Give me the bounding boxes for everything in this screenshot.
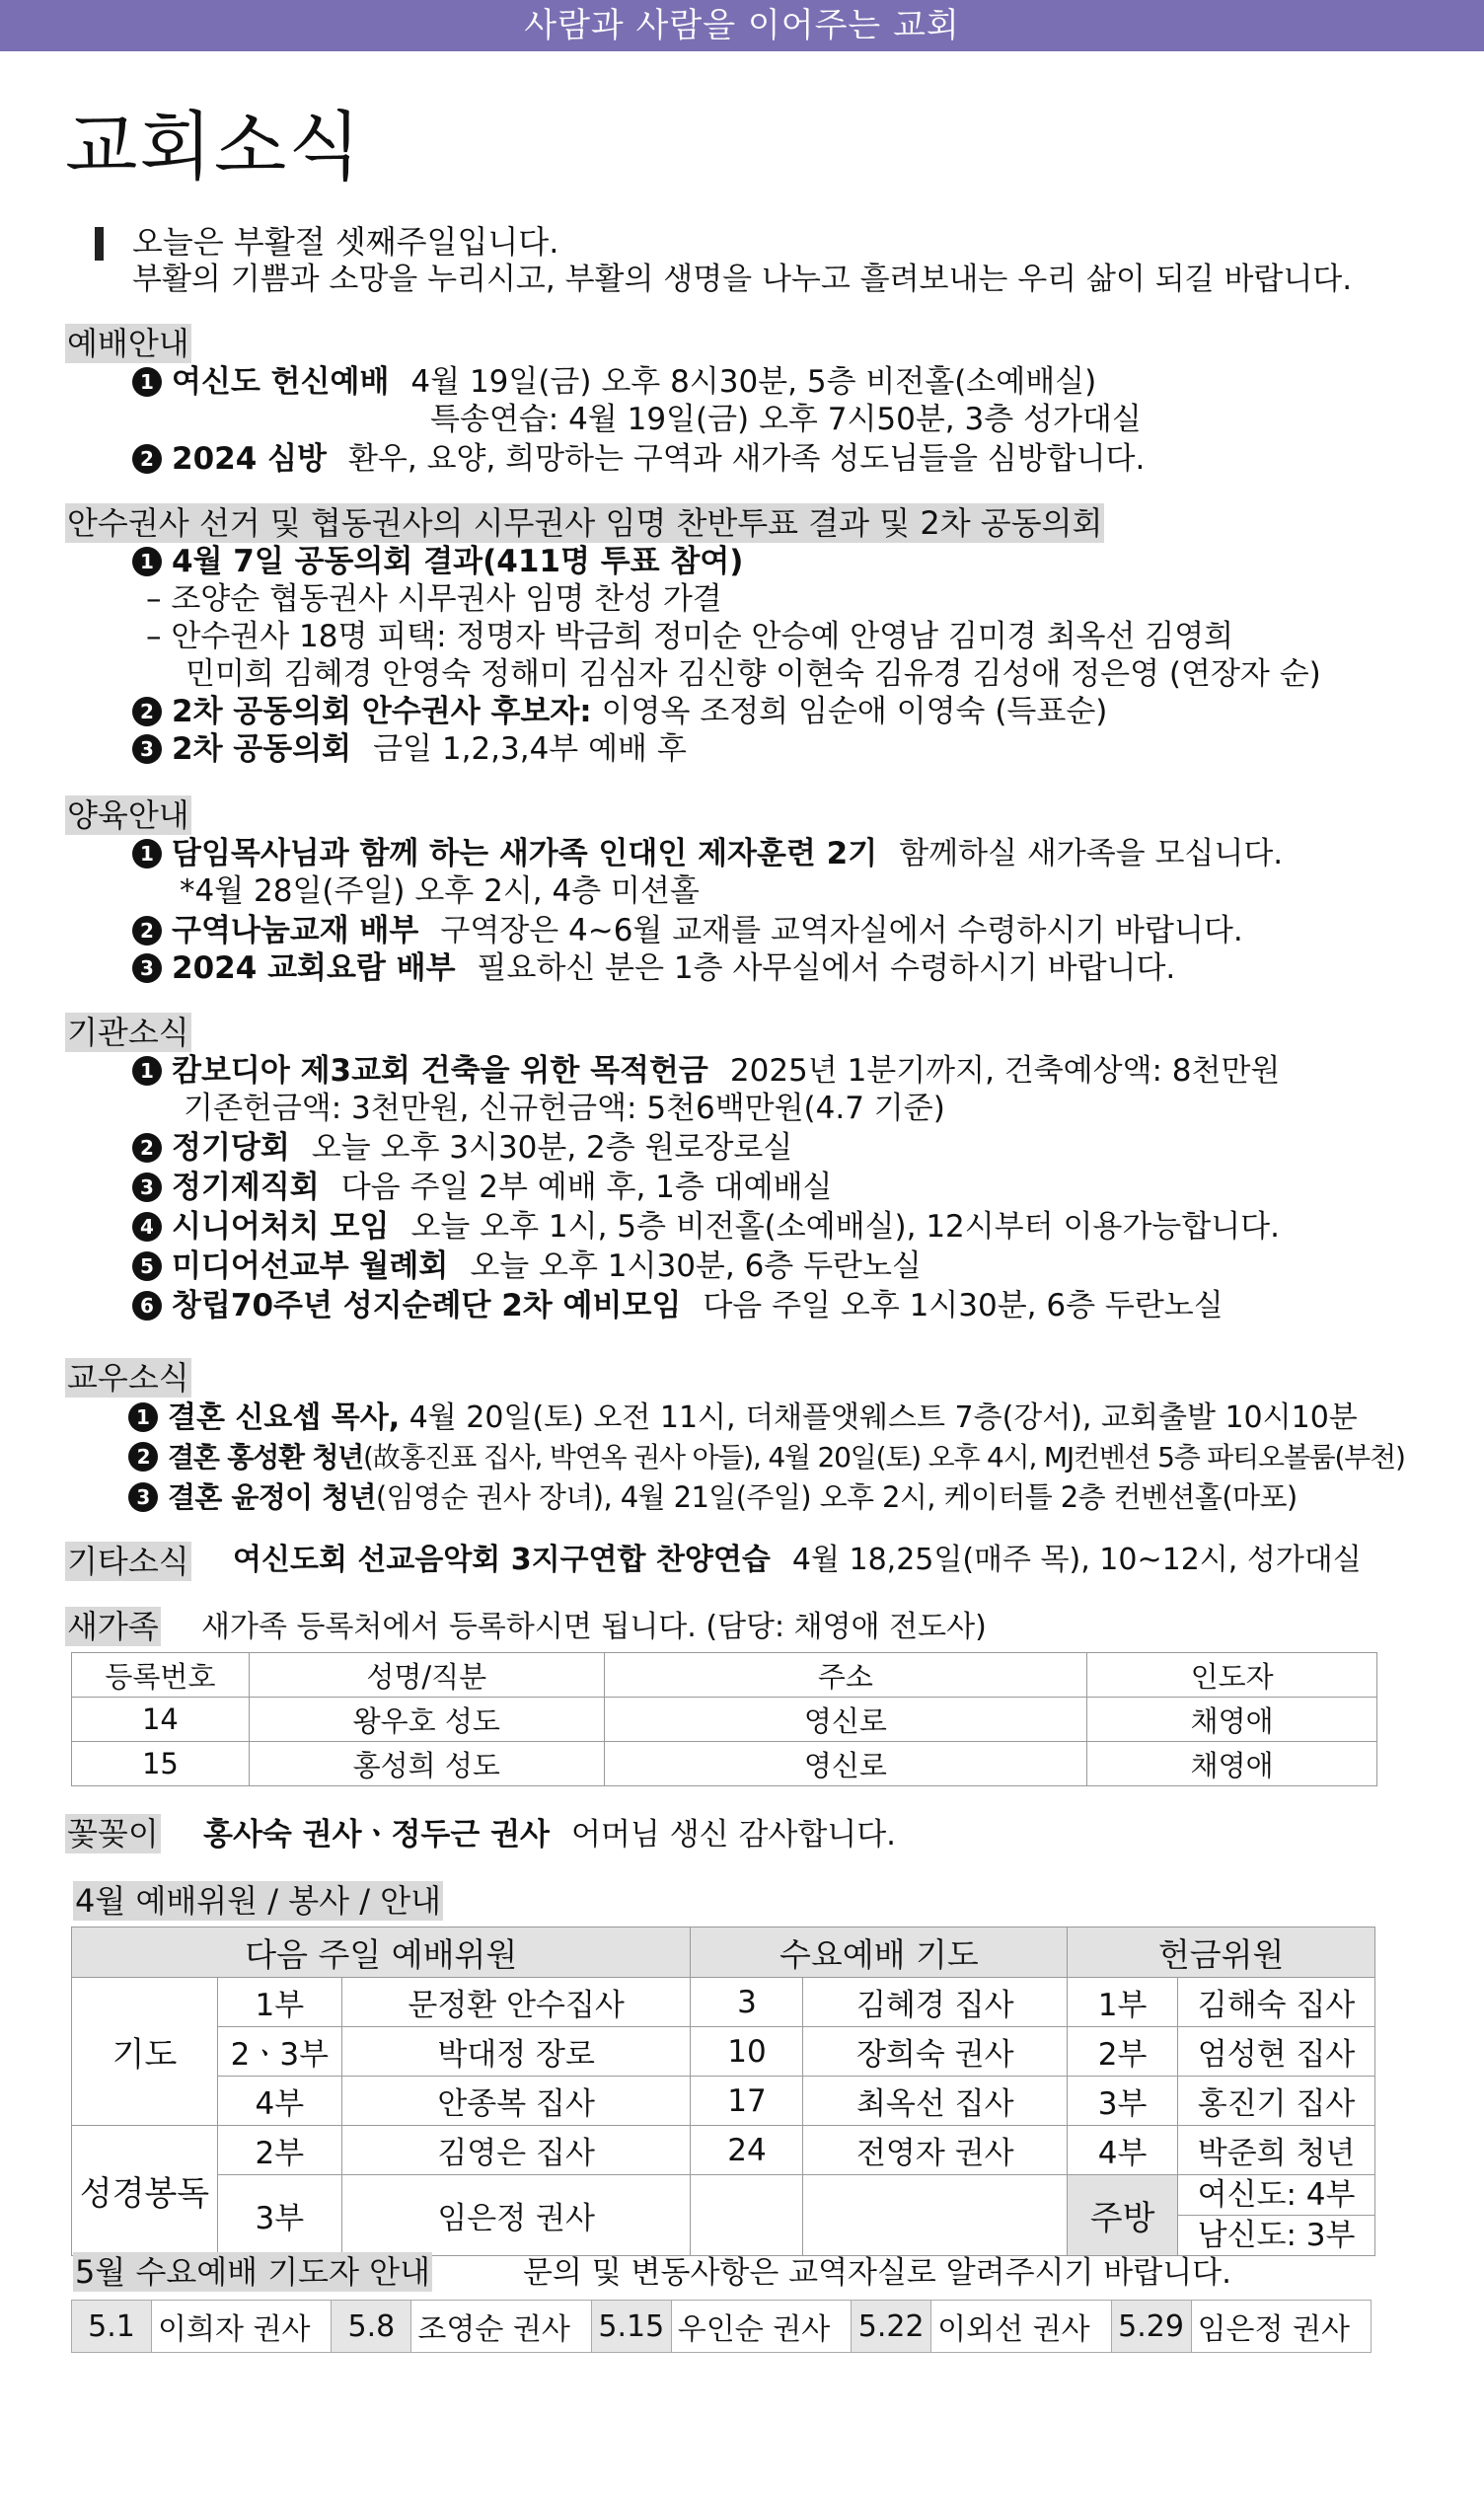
announcement-marker xyxy=(95,227,104,261)
institution-item-3 xyxy=(132,1169,832,1206)
institution-item-5-text: 오늘 오후 1시30분, 6층 두란노실 xyxy=(470,1248,922,1284)
institution-item-2 xyxy=(132,1129,792,1167)
kitchen-men: 남신도: 3부 xyxy=(1178,2215,1374,2255)
table-cell: 채영애 xyxy=(1087,1742,1377,1786)
worship-item-2 xyxy=(132,440,1145,478)
number-2-icon: 2 xyxy=(132,697,162,726)
table-cell: 영신로 xyxy=(604,1698,1087,1742)
number-2-icon: 2 xyxy=(132,1133,162,1163)
may-date: 5.29 xyxy=(1111,2301,1191,2353)
members-item-2-text: (故홍진표 집사, 박연옥 권사 아들), 4월 20일(토) 오후 4시, MJ컨벤션 5층 파티오볼룸(부천) xyxy=(363,1441,1405,1474)
members-item-2 xyxy=(128,1439,1405,1476)
roster-cell: 장희숙 권사 xyxy=(803,2027,1068,2077)
roster-label-bible: 성경봉독 xyxy=(72,2126,218,2256)
column-header: 등록번호 xyxy=(72,1653,250,1698)
may-date: 5.22 xyxy=(852,2301,931,2353)
roster-cell: 17 xyxy=(691,2077,803,2126)
roster-cell: 24 xyxy=(691,2126,803,2175)
election-item-2-title: 2차 공동의회 안수권사 후보자: xyxy=(172,694,592,729)
institution-item-6-text: 다음 주일 오후 1시30분, 6층 두란노실 xyxy=(703,1288,1224,1323)
number-2-icon: 2 xyxy=(132,916,162,945)
members-item-2-title: 결혼 홍성환 청년 xyxy=(168,1441,364,1474)
education-item-3-text: 필요하신 분은 1층 사무실에서 수령하시기 바랍니다. xyxy=(477,950,1176,986)
roster-cell: 김영은 집사 xyxy=(341,2126,691,2175)
election-dash-1: – 조양순 협동권사 시무권사 임명 찬성 가결 xyxy=(146,581,722,617)
section-members-heading: 교우소식 xyxy=(67,1359,189,1397)
election-item-3-text: 금일 1,2,3,4부 예배 후 xyxy=(373,731,687,767)
may-date: 5.15 xyxy=(591,2301,671,2353)
roster-cell: 3부 xyxy=(1068,2077,1178,2126)
number-1-icon: 1 xyxy=(132,839,162,869)
section-may-heading: 5월 수요예배 기도자 안내 xyxy=(75,2253,430,2291)
institution-item-6-title: 창립70주년 성지순례단 2차 예비모임 xyxy=(172,1288,682,1323)
roster-cell: 2부 xyxy=(1068,2027,1178,2077)
roster-cell: 홍진기 집사 xyxy=(1178,2077,1375,2126)
roster-header-offering: 헌금위원 xyxy=(1068,1928,1375,1978)
number-4-icon: 4 xyxy=(132,1212,162,1242)
section-etc-heading: 기타소식 xyxy=(67,1543,189,1580)
roster-cell: 3 xyxy=(691,1978,803,2027)
may-name: 조영순 권사 xyxy=(411,2301,591,2353)
institution-item-2-text: 오늘 오후 3시30분, 2층 원로장로실 xyxy=(311,1130,793,1166)
institution-item-4-title: 시니어처치 모임 xyxy=(172,1209,390,1245)
table-row xyxy=(72,2301,1372,2353)
number-1-icon: 1 xyxy=(128,1402,158,1432)
institution-item-3-text: 다음 주일 2부 예배 후, 1층 대예배실 xyxy=(340,1170,833,1205)
announcement-line1: 오늘은 부활절 셋째주일입니다. xyxy=(132,223,559,261)
newfamily-table xyxy=(71,1652,1377,1786)
flowers-text: 어머님 생신 감사합니다. xyxy=(571,1817,897,1852)
institution-item-1 xyxy=(132,1052,1280,1090)
roster-cell: 김해숙 집사 xyxy=(1178,1978,1375,2027)
may-name: 우인순 권사 xyxy=(671,2301,851,2353)
election-dash-2b: 민미희 김혜경 안영숙 정해미 김심자 김신향 이현숙 김유경 김성애 정은영 (연장자 순) xyxy=(186,656,1321,692)
number-1-icon: 1 xyxy=(132,367,162,397)
roster-header-wednesday: 수요예배 기도 xyxy=(691,1928,1068,1978)
members-item-3 xyxy=(128,1478,1298,1516)
table-cell: 영신로 xyxy=(604,1742,1087,1786)
number-5-icon: 5 xyxy=(132,1251,162,1281)
education-item-1-text: 함께하실 새가족을 모십니다. xyxy=(899,836,1284,871)
may-name: 이희자 권사 xyxy=(152,2301,332,2353)
roster-cell-empty xyxy=(691,2175,803,2256)
education-item-1 xyxy=(132,835,1283,872)
election-item-3 xyxy=(132,730,687,768)
table-cell: 15 xyxy=(72,1742,250,1786)
roster-cell: 3부 xyxy=(217,2175,341,2256)
section-newfamily-heading: 새가족 xyxy=(67,1608,159,1645)
number-6-icon: 6 xyxy=(132,1291,162,1321)
members-item-1 xyxy=(128,1399,1358,1437)
roster-cell: 박준희 청년 xyxy=(1178,2126,1375,2175)
roster-cell: 4부 xyxy=(1068,2126,1178,2175)
roster-cell: 전영자 권사 xyxy=(803,2126,1068,2175)
roster-cell: 임은정 권사 xyxy=(341,2175,691,2256)
election-item-2-text: 이영옥 조정희 임순애 이영숙 (득표순) xyxy=(601,694,1108,729)
roster-cell: 2ㆍ3부 xyxy=(217,2027,341,2077)
roster-cell-empty xyxy=(803,2175,1068,2256)
etc-line xyxy=(233,1542,1362,1579)
section-flowers-heading: 꽃꽂이 xyxy=(67,1815,159,1852)
column-header: 주소 xyxy=(604,1653,1087,1698)
section-education-heading: 양육안내 xyxy=(67,796,189,834)
education-item-1-sub: *4월 28일(주일) 오후 2시, 4층 미션홀 xyxy=(180,873,700,909)
education-item-3-title: 2024 교회요람 배부 xyxy=(172,950,456,986)
table-row xyxy=(72,1742,1377,1786)
roster-cell: 엄성현 집사 xyxy=(1178,2027,1375,2077)
number-2-icon: 2 xyxy=(128,1442,158,1472)
may-table xyxy=(71,2300,1372,2353)
worship-item-2-text: 환우, 요양, 희망하는 구역과 새가족 성도님들을 심방합니다. xyxy=(347,441,1146,477)
election-item-1 xyxy=(132,543,743,580)
roster-cell: 박대정 장로 xyxy=(341,2027,691,2077)
worship-item-1 xyxy=(132,363,1096,401)
flowers-title: 홍사숙 권사ㆍ정두근 권사 xyxy=(203,1817,550,1852)
header-banner: 사람과 사람을 이어주는 교회 xyxy=(0,0,1484,51)
education-item-3 xyxy=(132,949,1175,987)
institution-item-1-text: 2025년 1분기까지, 건축예상액: 8천만원 xyxy=(729,1053,1281,1089)
worship-item-1-title: 여신도 헌신예배 xyxy=(172,364,390,400)
roster-kitchen-cell xyxy=(1178,2175,1375,2256)
etc-title: 여신도회 선교음악회 3지구연합 찬양연습 xyxy=(233,1543,771,1577)
roster-cell: 문정환 안수집사 xyxy=(341,1978,691,2027)
section-election-heading: 안수권사 선거 및 협동권사의 시무권사 임명 찬반투표 결과 및 2차 공동의회 xyxy=(67,504,1103,542)
education-item-2-title: 구역나눔교재 배부 xyxy=(172,913,419,948)
may-date: 5.1 xyxy=(72,2301,152,2353)
table-row xyxy=(72,1698,1377,1742)
kitchen-women: 여신도: 4부 xyxy=(1197,2177,1356,2213)
education-item-1-title: 담임목사님과 함께 하는 새가족 인대인 제자훈련 2기 xyxy=(172,836,878,871)
institution-item-4-text: 오늘 오후 1시, 5층 비전홀(소예배실), 12시부터 이용가능합니다. xyxy=(410,1209,1280,1245)
number-3-icon: 3 xyxy=(132,1172,162,1202)
number-1-icon: 1 xyxy=(132,1056,162,1086)
election-item-2 xyxy=(132,693,1107,730)
institution-item-2-title: 정기당회 xyxy=(172,1130,290,1166)
page-title: 교회소식 xyxy=(65,103,363,190)
roster-cell: 1부 xyxy=(1068,1978,1178,2027)
election-item-1-title: 4월 7일 공동의회 결과(411명 투표 참여) xyxy=(172,544,744,579)
members-item-3-title: 결혼 윤정이 청년 xyxy=(168,1480,376,1514)
column-header: 인도자 xyxy=(1087,1653,1377,1698)
worship-item-1-text: 4월 19일(금) 오후 8시30분, 5층 비전홀(소예배실) xyxy=(410,364,1097,400)
section-worship-heading: 예배안내 xyxy=(67,325,189,362)
may-text: 문의 및 변동사항은 교역자실로 알려주시기 바랍니다. xyxy=(523,2255,1231,2291)
roster-cell: 2부 xyxy=(217,2126,341,2175)
may-name: 이외선 권사 xyxy=(931,2301,1111,2353)
institution-item-5 xyxy=(132,1248,922,1285)
election-item-3-title: 2차 공동의회 xyxy=(172,731,352,767)
institution-item-1-sub: 기존헌금액: 3천만원, 신규헌금액: 5천6백만원(4.7 기준) xyxy=(184,1091,945,1126)
column-header: 성명/직분 xyxy=(249,1653,604,1698)
table-cell: 채영애 xyxy=(1087,1698,1377,1742)
roster-cell: 10 xyxy=(691,2027,803,2077)
roster-label-prayer: 기도 xyxy=(72,1978,218,2126)
number-3-icon: 3 xyxy=(128,1482,158,1512)
education-item-2-text: 구역장은 4~6월 교재를 교역자실에서 수령하시기 바랍니다. xyxy=(440,913,1243,948)
roster-label-kitchen: 주방 xyxy=(1068,2175,1178,2256)
institution-item-4 xyxy=(132,1208,1280,1246)
roster-cell: 4부 xyxy=(217,2077,341,2126)
announcement-line2: 부활의 기쁨과 소망을 누리시고, 부활의 생명을 나누고 흘려보내는 우리 삶이 되길 바랍니다. xyxy=(132,262,1353,297)
flowers-line xyxy=(203,1816,896,1853)
number-2-icon: 2 xyxy=(132,444,162,474)
roster-cell: 1부 xyxy=(217,1978,341,2027)
worship-item-1-sub: 특송연습: 4월 19일(금) 오후 7시50분, 3층 성가대실 xyxy=(430,402,1142,437)
members-item-3-text: (임영순 권사 장녀), 4월 21일(주일) 오후 2시, 케이터틀 2층 컨벤션홀(마포) xyxy=(375,1480,1298,1514)
worship-item-2-title: 2024 심방 xyxy=(172,441,327,477)
table-cell: 왕우호 성도 xyxy=(249,1698,604,1742)
table-cell: 홍성희 성도 xyxy=(249,1742,604,1786)
number-1-icon: 1 xyxy=(132,547,162,576)
institution-item-3-title: 정기제직회 xyxy=(172,1170,320,1205)
may-date: 5.8 xyxy=(332,2301,411,2353)
section-roster-heading: 4월 예배위원 / 봉사 / 안내 xyxy=(75,1882,441,1920)
roster-cell: 김혜경 집사 xyxy=(803,1978,1068,2027)
number-3-icon: 3 xyxy=(132,953,162,983)
roster-table xyxy=(71,1927,1375,2256)
roster-cell: 최옥선 집사 xyxy=(803,2077,1068,2126)
roster-header-sunday: 다음 주일 예배위원 xyxy=(72,1928,691,1978)
table-header-row xyxy=(72,1653,1377,1698)
members-item-1-title: 결혼 신요셉 목사, xyxy=(168,1400,401,1435)
education-item-2 xyxy=(132,912,1243,949)
table-cell: 14 xyxy=(72,1698,250,1742)
number-3-icon: 3 xyxy=(132,734,162,764)
institution-item-1-title: 캄보디아 제3교회 건축을 위한 목적헌금 xyxy=(172,1053,708,1089)
newfamily-text: 새가족 등록처에서 등록하시면 됩니다. (담당: 채영애 전도사) xyxy=(201,1610,987,1644)
members-item-1-text: 4월 20일(토) 오전 11시, 더채플앳웨스트 7층(강서), 교회출발 10시10분 xyxy=(408,1400,1358,1435)
institution-item-6 xyxy=(132,1287,1224,1324)
institution-item-5-title: 미디어선교부 월례회 xyxy=(172,1248,449,1284)
election-dash-2: – 안수권사 18명 피택: 정명자 박금희 정미순 안승예 안영남 김미경 최옥선 김영희 xyxy=(146,619,1234,654)
section-institution-heading: 기관소식 xyxy=(67,1014,189,1051)
roster-cell: 안종복 집사 xyxy=(341,2077,691,2126)
may-name: 임은정 권사 xyxy=(1191,2301,1371,2353)
etc-text: 4월 18,25일(매주 목), 10~12시, 성가대실 xyxy=(791,1543,1362,1577)
